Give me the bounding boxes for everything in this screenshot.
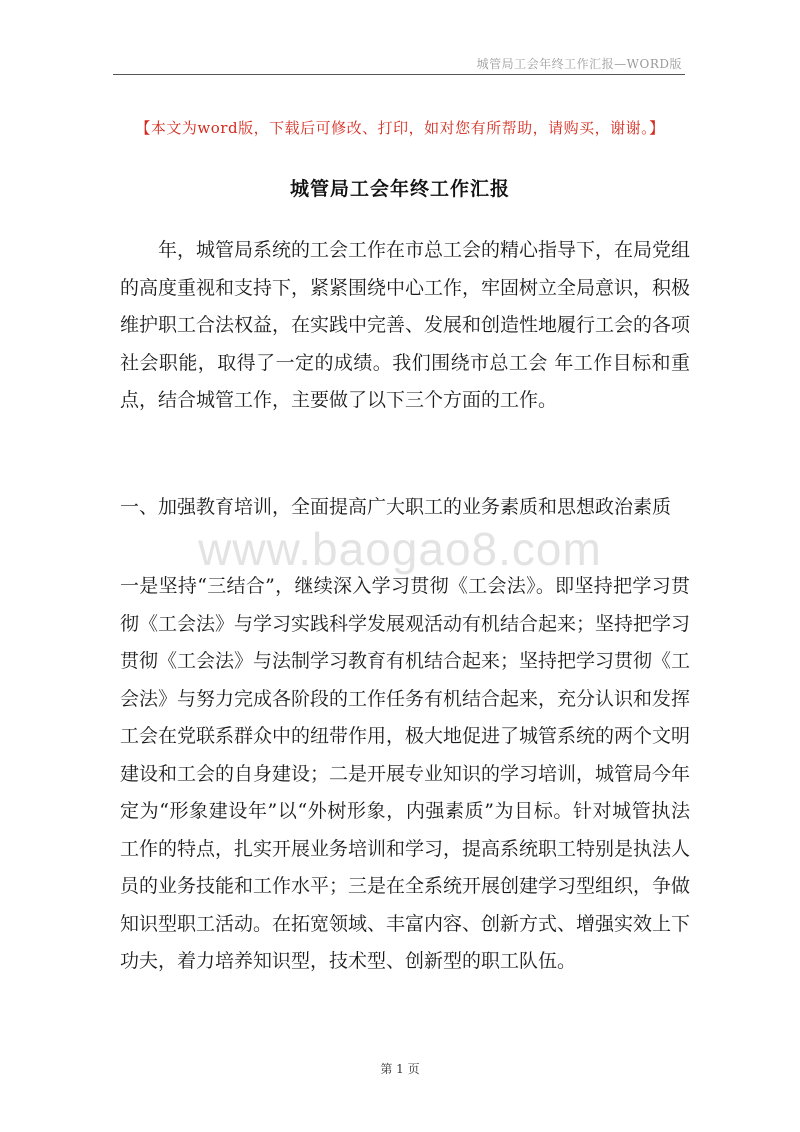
body-paragraph: 一是坚持“三结合”，继续深入学习贯彻《工会法》。即坚持把学习贯彻《工会法》与学习实践科学发展观活动有机结合起来；坚持把学习贯彻《工会法》与法制学习教育有机结合起来；坚持把学习贯彻《工会法》与努力完成各阶段的工作任务有机结合起来，充分认识和发挥工会在党联系群众中的纽带作用，极大地促进了城管系统的两个文明建设和工会的自身建设；二是开展专业知识的学习培训，城管局今年定为“形象建设年”以“外树形象，内强素质”为目标。针对城管执法工作的特点，扎实开展业务培训和学习，提高系统职工特别是执法人员的业务技能和工作水平；三是在全系统开展创建学习型组织，争做知识型职工活动。在拓宽领域、丰富内容、创新方式、增强实效上下功夫，着力培养知识型，技术型、创新型的职工队伍。 (120, 575, 691, 972)
header-divider (113, 74, 685, 75)
intro-paragraph: 年，城管局系统的工会工作在市总工会的精心指导下，在局党组的高度重视和支持下，紧紧围绕中心工作，牢固树立全局意识，积极维护职工合法权益，在实践中完善、发展和创造性地履行工会的各项社会职能，取得了一定的成绩。我们围绕市总工会 年工作目标和重点，结合城管工作，主要做了以下三个方面的工作。 (120, 239, 691, 411)
download-notice: 【本文为word版，下载后可修改、打印，如对您有所帮助，请购买，谢谢。】 (135, 119, 665, 137)
watermark: www.baogao8.com (198, 523, 602, 575)
document-title: 城管局工会年终工作汇报 (289, 178, 510, 200)
page-number: 第 1 页 (380, 1062, 420, 1076)
running-header: 城管局工会年终工作汇报—WORD版 (476, 57, 682, 71)
section-heading: 一、加强教育培训，全面提高广大职工的业务素质和思想政治素质 (120, 496, 672, 518)
